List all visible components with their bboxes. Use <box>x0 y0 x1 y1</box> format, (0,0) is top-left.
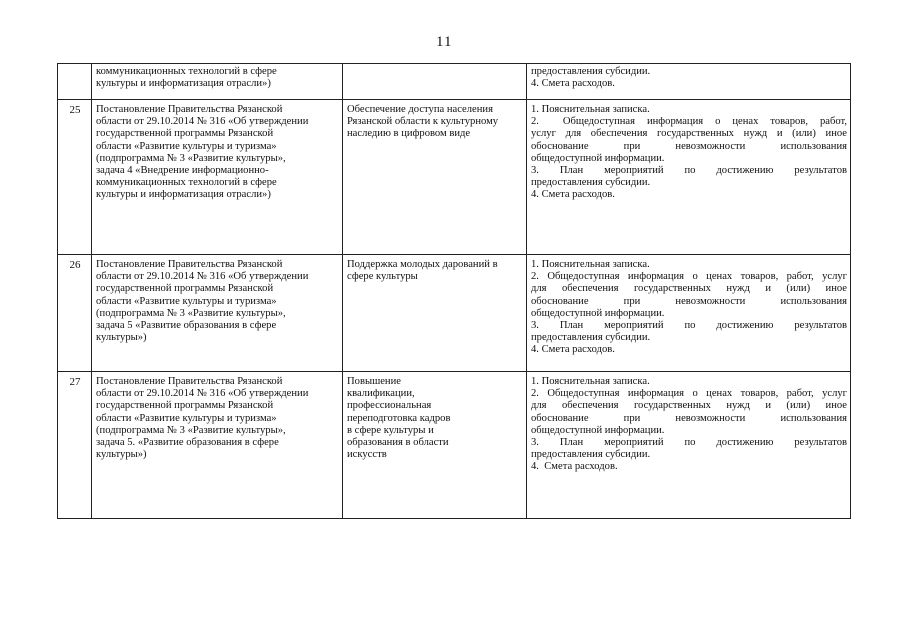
legal-basis-cell <box>92 64 343 100</box>
text-line: образования в области <box>347 437 449 449</box>
purpose-cell <box>343 100 527 255</box>
text-line: коммуникационных технологий в сфере <box>96 177 277 189</box>
text-line: Обеспечение доступа населения <box>347 104 493 115</box>
row-number-cell: 27 <box>58 372 92 519</box>
documents-cell <box>527 100 851 255</box>
text-line: 4. Смета расходов. <box>531 189 615 201</box>
text-line: обоснование при невозможности использования <box>531 140 847 152</box>
text-line: Постановление Правительства Рязанской <box>96 376 283 387</box>
purpose-cell <box>343 372 527 519</box>
text-line: Рязанской области к культурному <box>347 116 499 128</box>
row-number-cell <box>58 64 92 100</box>
text-line: Повышение <box>347 376 401 387</box>
purpose-cell <box>343 255 527 372</box>
text-line: культуры») <box>96 332 147 344</box>
text-line: Поддержка молодых дарований в <box>347 259 498 270</box>
text-line: предоставления субсидии. <box>531 332 651 344</box>
text-line: задача 5. «Развитие образования в сфере <box>96 437 279 449</box>
text-line: 1. Пояснительная записка. <box>531 104 650 115</box>
text-line: предоставления субсидии. <box>531 66 651 77</box>
text-line: 1. Пояснительная записка. <box>531 376 650 387</box>
text-line: сфере культуры <box>347 271 418 283</box>
text-line: (подпрограмма № 3 «Развитие культуры», <box>96 424 286 436</box>
row-number-cell: 25 <box>58 100 92 255</box>
text-line: (подпрограмма № 3 «Развитие культуры», <box>96 152 286 164</box>
table-row <box>58 255 851 372</box>
purpose-cell <box>343 64 527 100</box>
legal-basis-cell <box>92 100 343 255</box>
text-line: культуры и информатизация отрасли») <box>96 189 271 201</box>
text-line: предоставления субсидии. <box>531 177 651 189</box>
documents-cell <box>527 372 851 519</box>
documents-cell <box>527 255 851 372</box>
text-line: области «Развитие культуры и туризма» <box>96 412 277 424</box>
text-line: 3. План мероприятий по достижению результатов <box>531 320 847 332</box>
text-line: общедоступной информации. <box>531 424 665 436</box>
page-number: 11 <box>436 34 453 50</box>
text-line: области от 29.10.2014 № 316 «Об утверждении <box>96 388 309 400</box>
text-line: 2. Общедоступная информация о ценах товаров, работ, <box>531 116 847 128</box>
text-line: области «Развитие культуры и туризма» <box>96 295 277 307</box>
legal-basis-cell <box>92 372 343 519</box>
text-line: государственной программы Рязанской <box>96 400 274 412</box>
text-line: квалификации, <box>347 388 415 400</box>
text-line: 3. План мероприятий по достижению результатов <box>531 165 847 177</box>
text-line: наследию в цифровом виде <box>347 128 471 140</box>
documents-cell <box>527 64 851 100</box>
document-table <box>57 63 851 519</box>
text-line: Постановление Правительства Рязанской <box>96 259 283 270</box>
text-line: культуры и информатизация отрасли») <box>96 78 271 90</box>
text-line: 4. Смета расходов. <box>531 344 615 356</box>
text-line: 4. Смета расходов. <box>531 78 615 90</box>
text-line: общедоступной информации. <box>531 152 665 164</box>
text-line: услуг для обеспечения государственных нужд и (или) иное <box>531 128 847 140</box>
text-line: 4. Смета расходов. <box>531 461 618 473</box>
text-line: искусств <box>347 449 387 461</box>
text-line: задача 5 «Развитие образования в сфере <box>96 320 277 332</box>
text-line: переподготовка кадров <box>347 412 451 424</box>
text-line: государственной программы Рязанской <box>96 283 274 295</box>
text-line: коммуникационных технологий в сфере <box>96 66 277 77</box>
text-line: для обеспечения государственных нужд и (или) иное <box>531 283 847 295</box>
row-number-cell: 26 <box>58 255 92 372</box>
text-line: Постановление Правительства Рязанской <box>96 104 283 115</box>
text-line: 3. План мероприятий по достижению результатов <box>531 437 847 449</box>
text-line: задача 4 «Внедрение информационно- <box>96 165 269 177</box>
text-line: профессиональная <box>347 400 432 412</box>
legal-basis-cell <box>92 255 343 372</box>
table-row-continuation <box>58 64 851 100</box>
text-line: для обеспечения государственных нужд и (или) иное <box>531 400 847 412</box>
text-line: обоснование при невозможности использования <box>531 295 847 307</box>
text-line: в сфере культуры и <box>347 424 434 436</box>
text-line: 2. Общедоступная информация о ценах товаров, работ, услуг <box>531 388 847 400</box>
text-line: общедоступной информации. <box>531 307 665 319</box>
text-line: области от 29.10.2014 № 316 «Об утверждении <box>96 116 309 128</box>
text-line: (подпрограмма № 3 «Развитие культуры», <box>96 307 286 319</box>
text-line: культуры») <box>96 449 147 461</box>
table-row <box>58 100 851 255</box>
text-line: 2. Общедоступная информация о ценах товаров, работ, услуг <box>531 271 847 283</box>
table-row <box>58 372 851 519</box>
text-line: области от 29.10.2014 № 316 «Об утверждении <box>96 271 309 283</box>
text-line: предоставления субсидии. <box>531 449 651 461</box>
text-line: области «Развитие культуры и туризма» <box>96 140 277 152</box>
text-line: государственной программы Рязанской <box>96 128 274 140</box>
text-line: 1. Пояснительная записка. <box>531 259 650 270</box>
text-line: обоснование при невозможности использования <box>531 412 847 424</box>
